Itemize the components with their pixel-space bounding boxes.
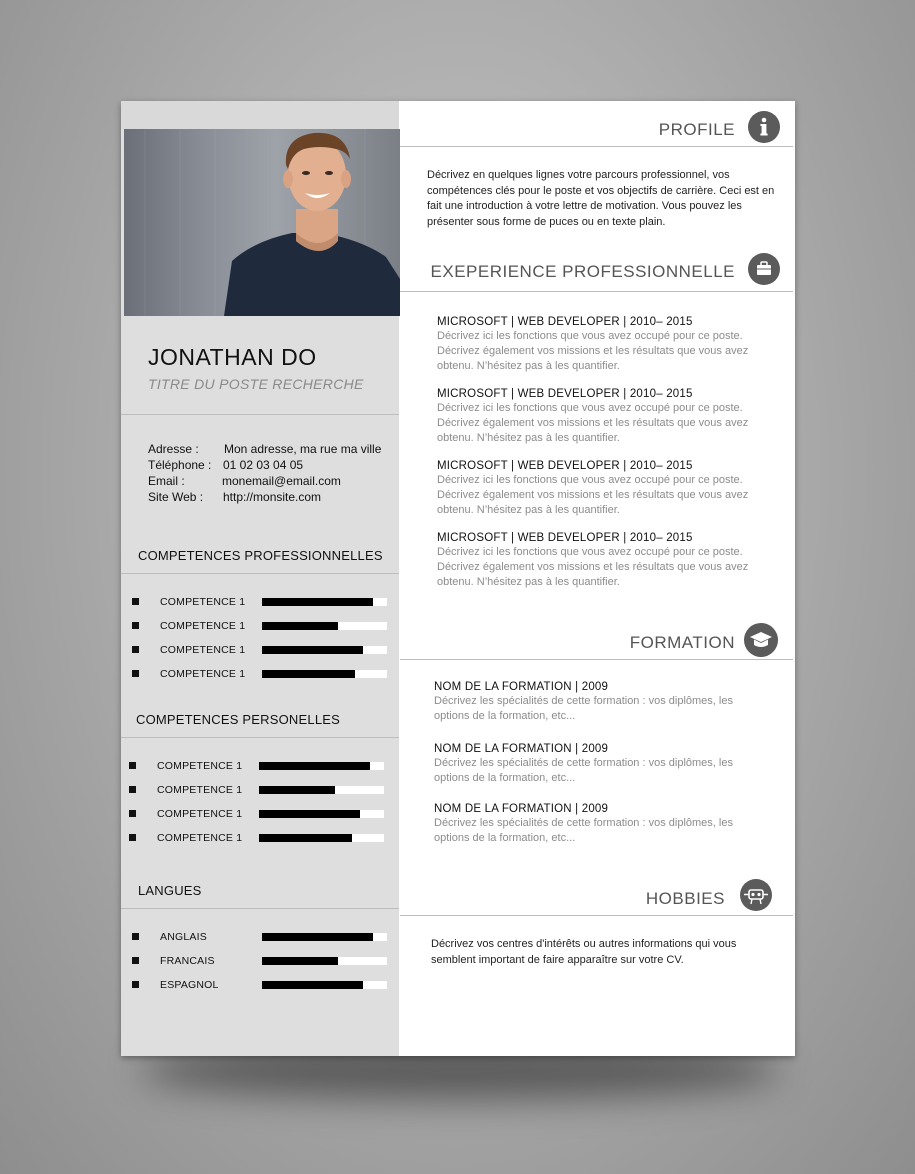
bullet-square-icon [132,622,139,629]
hobbies-icon [740,879,772,911]
skill-level-fill [259,810,360,818]
skill-level-bar [262,981,387,989]
bullet-square-icon [132,598,139,605]
skill-level-fill [259,762,370,770]
contact-label: Email : [148,474,185,488]
skill-label: ESPAGNOL [160,979,219,991]
experience-title: MICROSOFT | WEB DEVELOPER | 2010– 2015 [437,388,693,400]
skill-level-bar [259,762,384,770]
languages-title: LANGUES [138,883,202,898]
experience-entry [437,388,777,446]
formation-title: NOM DE LA FORMATION | 2009 [434,743,609,755]
hobbies-heading: HOBBIES [645,889,725,908]
skill-level-bar [262,933,387,941]
experience-heading: EXEPERIENCE PROFESSIONNELLE [430,262,735,281]
skill-label: COMPETENCE 1 [157,784,243,796]
experience-title: MICROSOFT | WEB DEVELOPER | 2010– 2015 [437,532,693,544]
skill-level-fill [262,598,373,606]
skill-level-fill [262,622,338,630]
skill-row [132,644,392,656]
candidate-name: JONATHAN DO [148,344,317,370]
skill-level-bar [259,834,384,842]
skill-level-bar [262,646,387,654]
bullet-square-icon [132,646,139,653]
contact-value: http://monsite.com [223,490,322,504]
skill-label: COMPETENCE 1 [160,596,246,608]
skill-row [132,979,392,991]
formation-title: NOM DE LA FORMATION | 2009 [434,803,609,815]
experience-desc: Décrivez ici les fonctions que vous avez occupé pour ce poste. Décrivez également vos missions et les résultats que vous avez obtenu. N’hésitez pas à les quantifier. [437,402,749,444]
skill-row [132,668,392,680]
skill-level-bar [259,810,384,818]
skill-label: COMPETENCE 1 [157,808,243,820]
skill-row [129,760,389,772]
formation-desc: Décrivez les spécialités de cette formation : vos diplômes, les options de la formation, etc... [434,817,733,844]
skill-level-fill [262,933,373,941]
formation-entry [434,743,764,786]
skill-level-bar [262,670,387,678]
bullet-square-icon [129,834,136,841]
bullet-square-icon [132,670,139,677]
skill-label: COMPETENCE 1 [157,832,243,844]
divider [400,915,793,916]
bullet-square-icon [129,762,136,769]
skill-row [132,955,392,967]
skill-row [132,620,392,632]
bullet-square-icon [132,957,139,964]
experience-entry [437,532,777,590]
bullet-square-icon [129,810,136,817]
skill-level-fill [262,957,338,965]
experience-entry [437,460,777,518]
graduation-cap-icon [744,623,778,657]
skill-level-fill [262,646,363,654]
formation-desc: Décrivez les spécialités de cette formation : vos diplômes, les options de la formation, etc... [434,757,733,784]
skill-row [132,596,392,608]
cv-page [121,101,795,1056]
hobbies-text: Décrivez vos centres d'intérêts ou autres informations qui vous semblent important de faire apparaître sur votre CV. [431,938,737,966]
skill-row [129,784,389,796]
divider [400,146,793,147]
bullet-square-icon [132,933,139,940]
formation-title: NOM DE LA FORMATION | 2009 [434,681,609,693]
divider [121,737,399,738]
skill-level-bar [262,622,387,630]
contact-label: Téléphone : [148,458,212,472]
formation-entry [434,803,764,846]
skills-perso-title: COMPETENCES PERSONELLES [136,712,340,727]
skill-label: ANGLAIS [160,931,207,943]
skills-pro-title: COMPETENCES PROFESSIONNELLES [138,548,383,563]
skill-level-bar [262,598,387,606]
skill-label: COMPETENCE 1 [160,644,246,656]
contact-value: 01 02 03 04 05 [223,458,304,472]
experience-desc: Décrivez ici les fonctions que vous avez occupé pour ce poste. Décrivez également vos missions et les résultats que vous avez obtenu. N’hésitez pas à les quantifier. [437,474,749,516]
briefcase-icon [748,253,780,285]
divider [121,908,399,909]
divider [121,573,399,574]
divider [400,659,793,660]
info-icon [748,111,780,143]
skill-level-bar [259,786,384,794]
contact-value: Mon adresse, ma rue ma ville [224,442,382,456]
experience-entry [437,316,777,374]
experience-title: MICROSOFT | WEB DEVELOPER | 2010– 2015 [437,460,693,472]
skill-label: COMPETENCE 1 [160,668,246,680]
divider [121,414,399,415]
sidebar [121,101,399,1056]
contact-label: Site Web : [148,490,204,504]
divider [400,291,793,292]
skill-level-fill [262,981,363,989]
experience-title: MICROSOFT | WEB DEVELOPER | 2010– 2015 [437,316,693,328]
experience-desc: Décrivez ici les fonctions que vous avez occupé pour ce poste. Décrivez également vos missions et les résultats que vous avez obtenu. N’hésitez pas à les quantifier. [437,330,749,372]
formation-heading: FORMATION [629,633,735,652]
formation-entry [434,681,764,724]
bullet-square-icon [132,981,139,988]
profile-photo [124,129,400,316]
formation-desc: Décrivez les spécialités de cette formation : vos diplômes, les options de la formation, etc... [434,695,733,722]
skill-label: COMPETENCE 1 [157,760,243,772]
skill-label: FRANCAIS [160,955,215,967]
contact-value: monemail@email.com [222,474,341,488]
skill-label: COMPETENCE 1 [160,620,246,632]
contact-label: Adresse : [148,442,199,456]
skill-level-fill [262,670,355,678]
job-title: TITRE DU POSTE RECHERCHE [148,376,364,392]
skill-level-bar [262,957,387,965]
skill-row [129,808,389,820]
profile-heading: PROFILE [658,120,735,139]
profile-text: Décrivez en quelques lignes votre parcours professionnel, vos compétences clés pour le poste et vos objectifs de carrière. Ceci est en fait une introduction à votre lettre de motivation. Vous pouvez les présenter sous forme de puces ou en texte plain. [427,169,775,228]
experience-desc: Décrivez ici les fonctions que vous avez occupé pour ce poste. Décrivez également vos missions et les résultats que vous avez obtenu. N’hésitez pas à les quantifier. [437,546,749,588]
skill-level-fill [259,786,335,794]
skill-row [129,832,389,844]
skill-level-fill [259,834,352,842]
bullet-square-icon [129,786,136,793]
skill-row [132,931,392,943]
sidebar-top-band [121,101,399,129]
